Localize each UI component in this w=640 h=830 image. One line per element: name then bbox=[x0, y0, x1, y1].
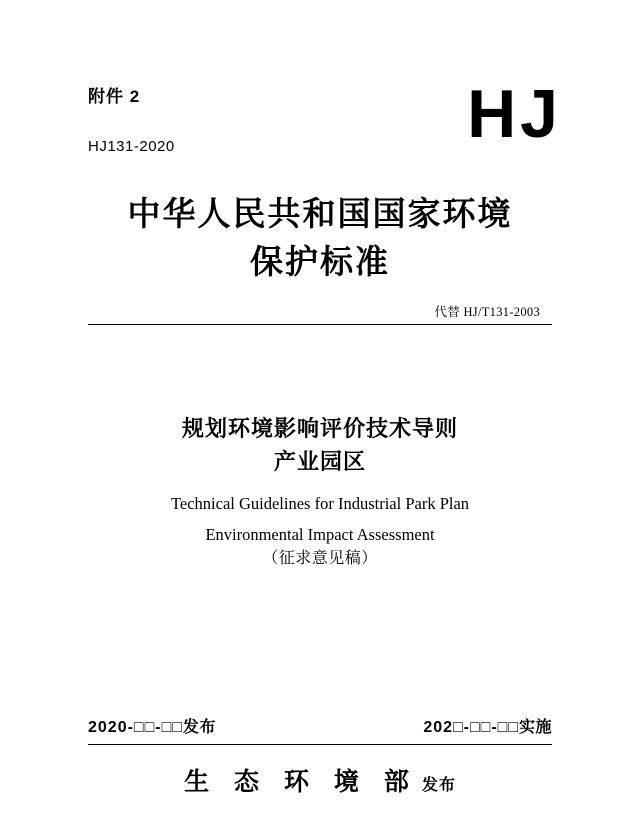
divider-top bbox=[88, 324, 552, 325]
hj-logo: HJ bbox=[467, 76, 562, 152]
effective-date-label: 实施 bbox=[518, 719, 552, 736]
publisher-suffix: 发布 bbox=[421, 777, 456, 794]
document-title-cn-line1: 规划环境影响评价技术导则 bbox=[181, 416, 458, 441]
replaces-note: 代替 HJ/T131-2003 bbox=[434, 305, 540, 319]
standard-code: HJ131-2020 bbox=[88, 138, 175, 155]
issue-date: 2020-□□-□□ bbox=[88, 719, 183, 736]
document-subtitle: （征求意见稿） bbox=[262, 550, 378, 567]
document-title-cn-line2: 产业园区 bbox=[273, 449, 366, 474]
effective-date-group bbox=[423, 714, 552, 737]
effective-date: 202□-□□-□□ bbox=[423, 719, 519, 736]
document-title-en-line1: Technical Guidelines for Industrial Park Plan bbox=[170, 494, 470, 513]
document-title-en-line2: Environmental Impact Assessment bbox=[205, 525, 435, 545]
document-title-en bbox=[0, 488, 640, 551]
issue-date-group bbox=[88, 714, 216, 737]
issue-date-label: 发布 bbox=[182, 719, 216, 736]
publisher-name: 生 态 环 境 部 bbox=[184, 768, 418, 796]
publisher-block bbox=[0, 762, 640, 798]
page-title-line2: 保护标准 bbox=[250, 242, 390, 280]
date-row bbox=[88, 714, 552, 737]
divider-bottom bbox=[88, 744, 552, 745]
page-title bbox=[0, 190, 640, 286]
document-title-cn bbox=[0, 412, 640, 478]
attachment-label: 附件 2 bbox=[88, 87, 141, 106]
page-title-line1: 中华人民共和国国家环境 bbox=[127, 195, 513, 232]
